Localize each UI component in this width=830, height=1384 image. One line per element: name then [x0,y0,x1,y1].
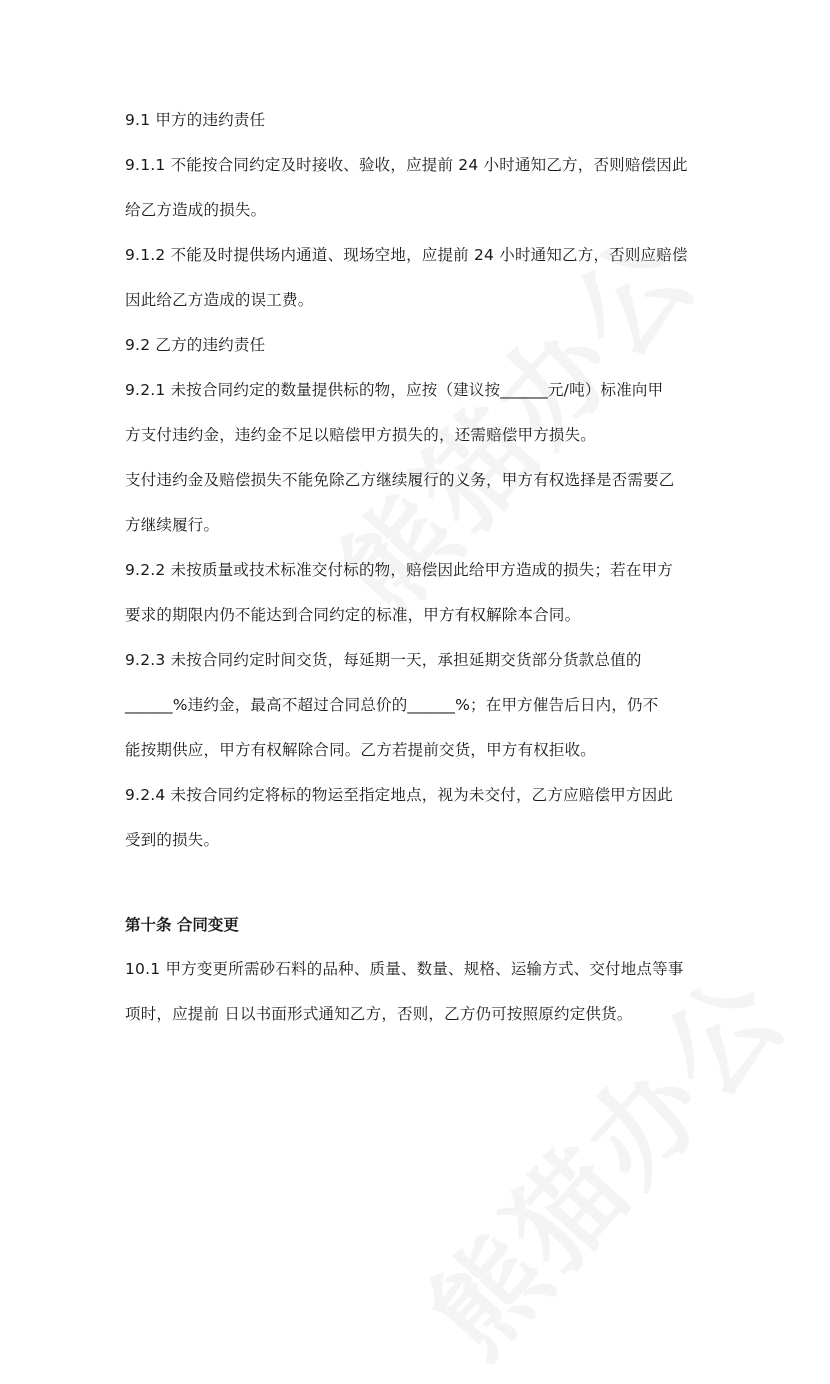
clause-9-2-4-line-2: 受到的损失。 [125,831,220,849]
clause-9-2-3-line-1: 9.2.3 未按合同约定时间交货，每延期一天，承担延期交货部分货款总值的 [125,651,642,669]
clause-9-2-3-line-3: 能按期供应，甲方有权解除合同。乙方若提前交货，甲方有权拒收。 [125,741,597,759]
clause-9-2-title: 9.2 乙方的违约责任 [125,336,266,354]
clause-9-1-1-line-1: 9.1.1 不能按合同约定及时接收、验收，应提前 24 小时通知乙方，否则赔偿因此 [125,156,688,174]
clause-9-2-3-line-2: ______%违约金，最高不超过合同总价的______%；在甲方催告后日内，仍不 [125,696,659,714]
clause-10-1-line-2: 项时，应提前 日以书面形式通知乙方，否则，乙方仍可按照原约定供货。 [125,1005,633,1023]
clause-9-1-title: 9.1 甲方的违约责任 [125,111,266,129]
clause-9-2-1-line-3: 支付违约金及赔偿损失不能免除乙方继续履行的义务，甲方有权选择是否需要乙 [125,471,675,489]
clause-9-2-1-line-4: 方继续履行。 [125,516,220,534]
clause-9-2-1-line-1: 9.2.1 未按合同约定的数量提供标的物，应按（建议按______元/吨）标准向甲 [125,381,664,399]
clause-9-1-2-line-2: 因此给乙方造成的误工费。 [125,291,314,309]
article-10-heading: 第十条 合同变更 [125,915,239,934]
clause-9-2-4-line-1: 9.2.4 未按合同约定将标的物运至指定地点，视为未交付，乙方应赔偿甲方因此 [125,786,673,804]
clause-9-2-1-line-2: 方支付违约金，违约金不足以赔偿甲方损失的，还需赔偿甲方损失。 [125,426,597,444]
clause-9-1-2-line-1: 9.1.2 不能及时提供场内通道、现场空地，应提前 24 小时通知乙方，否则应赔偿 [125,246,688,264]
clause-9-2-2-line-1: 9.2.2 未按质量或技术标准交付标的物，赔偿因此给甲方造成的损失；若在甲方 [125,561,673,579]
clause-9-1-1-line-2: 给乙方造成的损失。 [125,201,267,219]
document-body [125,98,710,1037]
section-spacer [125,863,710,902]
clause-10-1-line-1: 10.1 甲方变更所需砂石料的品种、质量、数量、规格、运输方式、交付地点等事 [125,960,684,978]
clause-9-2-2-line-2: 要求的期限内仍不能达到合同约定的标准，甲方有权解除本合同。 [125,606,581,624]
